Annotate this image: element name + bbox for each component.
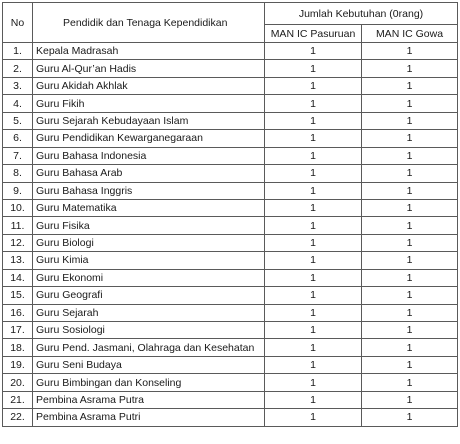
row-position-name: Kepala Madrasah bbox=[33, 43, 265, 60]
row-position-name: Guru Akidah Akhlak bbox=[33, 77, 265, 94]
row-position-name: Guru Bahasa Indonesia bbox=[33, 147, 265, 164]
table-row bbox=[3, 391, 458, 408]
row-count-pasuruan: 1 bbox=[265, 269, 362, 286]
row-number: 7. bbox=[3, 147, 33, 164]
table-row bbox=[3, 356, 458, 373]
row-position-name: Guru Fisika bbox=[33, 217, 265, 234]
row-count-pasuruan: 1 bbox=[265, 95, 362, 112]
row-position-name: Pembina Asrama Putri bbox=[33, 409, 265, 426]
row-count-gowa: 1 bbox=[362, 147, 458, 164]
table-row bbox=[3, 165, 458, 182]
row-number: 17. bbox=[3, 322, 33, 339]
table-row bbox=[3, 409, 458, 426]
row-count-gowa: 1 bbox=[362, 409, 458, 426]
row-number: 4. bbox=[3, 95, 33, 112]
row-count-pasuruan: 1 bbox=[265, 77, 362, 94]
row-count-pasuruan: 1 bbox=[265, 130, 362, 147]
row-number: 10. bbox=[3, 199, 33, 216]
row-number: 5. bbox=[3, 112, 33, 129]
table-header bbox=[3, 3, 458, 43]
row-count-pasuruan: 1 bbox=[265, 112, 362, 129]
row-position-name: Guru Kimia bbox=[33, 252, 265, 269]
row-count-gowa: 1 bbox=[362, 339, 458, 356]
row-count-pasuruan: 1 bbox=[265, 147, 362, 164]
row-number: 9. bbox=[3, 182, 33, 199]
header-col-pasuruan: MAN IC Pasuruan bbox=[265, 25, 362, 43]
row-count-gowa: 1 bbox=[362, 217, 458, 234]
row-count-gowa: 1 bbox=[362, 112, 458, 129]
row-count-pasuruan: 1 bbox=[265, 409, 362, 426]
row-number: 22. bbox=[3, 409, 33, 426]
table-row bbox=[3, 95, 458, 112]
row-number: 15. bbox=[3, 287, 33, 304]
table-row bbox=[3, 287, 458, 304]
row-count-gowa: 1 bbox=[362, 43, 458, 60]
row-count-gowa: 1 bbox=[362, 199, 458, 216]
header-group: Jumlah Kebutuhan (0rang) bbox=[265, 3, 458, 25]
table-row bbox=[3, 182, 458, 199]
row-position-name: Guru Bahasa Arab bbox=[33, 165, 265, 182]
row-number: 14. bbox=[3, 269, 33, 286]
row-position-name: Guru Biologi bbox=[33, 234, 265, 251]
row-count-gowa: 1 bbox=[362, 234, 458, 251]
table-row bbox=[3, 77, 458, 94]
table-row bbox=[3, 199, 458, 216]
row-position-name: Guru Bimbingan dan Konseling bbox=[33, 374, 265, 391]
table-row bbox=[3, 252, 458, 269]
table-row bbox=[3, 304, 458, 321]
table-row bbox=[3, 217, 458, 234]
row-count-pasuruan: 1 bbox=[265, 304, 362, 321]
table-row bbox=[3, 234, 458, 251]
row-count-pasuruan: 1 bbox=[265, 391, 362, 408]
header-col-gowa: MAN IC Gowa bbox=[362, 25, 458, 43]
row-number: 3. bbox=[3, 77, 33, 94]
header-no: No bbox=[3, 3, 33, 43]
row-number: 21. bbox=[3, 391, 33, 408]
row-count-gowa: 1 bbox=[362, 269, 458, 286]
row-position-name: Guru Al-Qur’an Hadis bbox=[33, 60, 265, 77]
row-count-pasuruan: 1 bbox=[265, 287, 362, 304]
row-count-gowa: 1 bbox=[362, 304, 458, 321]
row-count-pasuruan: 1 bbox=[265, 165, 362, 182]
row-number: 6. bbox=[3, 130, 33, 147]
row-position-name: Guru Fikih bbox=[33, 95, 265, 112]
row-count-pasuruan: 1 bbox=[265, 339, 362, 356]
row-position-name: Guru Geografi bbox=[33, 287, 265, 304]
row-number: 1. bbox=[3, 43, 33, 60]
row-count-gowa: 1 bbox=[362, 322, 458, 339]
row-count-gowa: 1 bbox=[362, 77, 458, 94]
row-count-pasuruan: 1 bbox=[265, 322, 362, 339]
row-number: 18. bbox=[3, 339, 33, 356]
row-number: 13. bbox=[3, 252, 33, 269]
staff-needs-table bbox=[2, 2, 458, 427]
row-position-name: Guru Ekonomi bbox=[33, 269, 265, 286]
row-count-gowa: 1 bbox=[362, 374, 458, 391]
row-count-gowa: 1 bbox=[362, 165, 458, 182]
table-row bbox=[3, 374, 458, 391]
row-count-gowa: 1 bbox=[362, 356, 458, 373]
row-position-name: Guru Pend. Jasmani, Olahraga dan Kesehatan bbox=[33, 339, 265, 356]
row-count-pasuruan: 1 bbox=[265, 356, 362, 373]
row-count-gowa: 1 bbox=[362, 252, 458, 269]
row-number: 16. bbox=[3, 304, 33, 321]
table-body bbox=[3, 43, 458, 427]
row-count-pasuruan: 1 bbox=[265, 374, 362, 391]
row-position-name: Guru Matematika bbox=[33, 199, 265, 216]
row-number: 11. bbox=[3, 217, 33, 234]
row-position-name: Pembina Asrama Putra bbox=[33, 391, 265, 408]
table-row bbox=[3, 269, 458, 286]
table-row bbox=[3, 43, 458, 60]
row-number: 8. bbox=[3, 165, 33, 182]
row-position-name: Guru Sosiologi bbox=[33, 322, 265, 339]
table-row bbox=[3, 60, 458, 77]
table-row bbox=[3, 322, 458, 339]
row-number: 2. bbox=[3, 60, 33, 77]
row-count-pasuruan: 1 bbox=[265, 217, 362, 234]
row-count-gowa: 1 bbox=[362, 130, 458, 147]
table-row bbox=[3, 339, 458, 356]
row-count-gowa: 1 bbox=[362, 287, 458, 304]
row-count-gowa: 1 bbox=[362, 391, 458, 408]
row-count-pasuruan: 1 bbox=[265, 252, 362, 269]
row-count-pasuruan: 1 bbox=[265, 182, 362, 199]
staff-needs-table-container bbox=[2, 2, 458, 427]
table-row bbox=[3, 147, 458, 164]
row-number: 19. bbox=[3, 356, 33, 373]
table-row bbox=[3, 130, 458, 147]
row-position-name: Guru Pendidikan Kewarganegaraan bbox=[33, 130, 265, 147]
row-position-name: Guru Bahasa Inggris bbox=[33, 182, 265, 199]
row-position-name: Guru Sejarah bbox=[33, 304, 265, 321]
table-row bbox=[3, 112, 458, 129]
row-position-name: Guru Seni Budaya bbox=[33, 356, 265, 373]
row-position-name: Guru Sejarah Kebudayaan Islam bbox=[33, 112, 265, 129]
row-count-gowa: 1 bbox=[362, 182, 458, 199]
header-row-top bbox=[3, 3, 458, 25]
row-count-gowa: 1 bbox=[362, 60, 458, 77]
header-name: Pendidik dan Tenaga Kependidikan bbox=[33, 3, 265, 43]
row-count-gowa: 1 bbox=[362, 95, 458, 112]
row-count-pasuruan: 1 bbox=[265, 234, 362, 251]
row-count-pasuruan: 1 bbox=[265, 60, 362, 77]
row-count-pasuruan: 1 bbox=[265, 43, 362, 60]
row-count-pasuruan: 1 bbox=[265, 199, 362, 216]
row-number: 12. bbox=[3, 234, 33, 251]
row-number: 20. bbox=[3, 374, 33, 391]
